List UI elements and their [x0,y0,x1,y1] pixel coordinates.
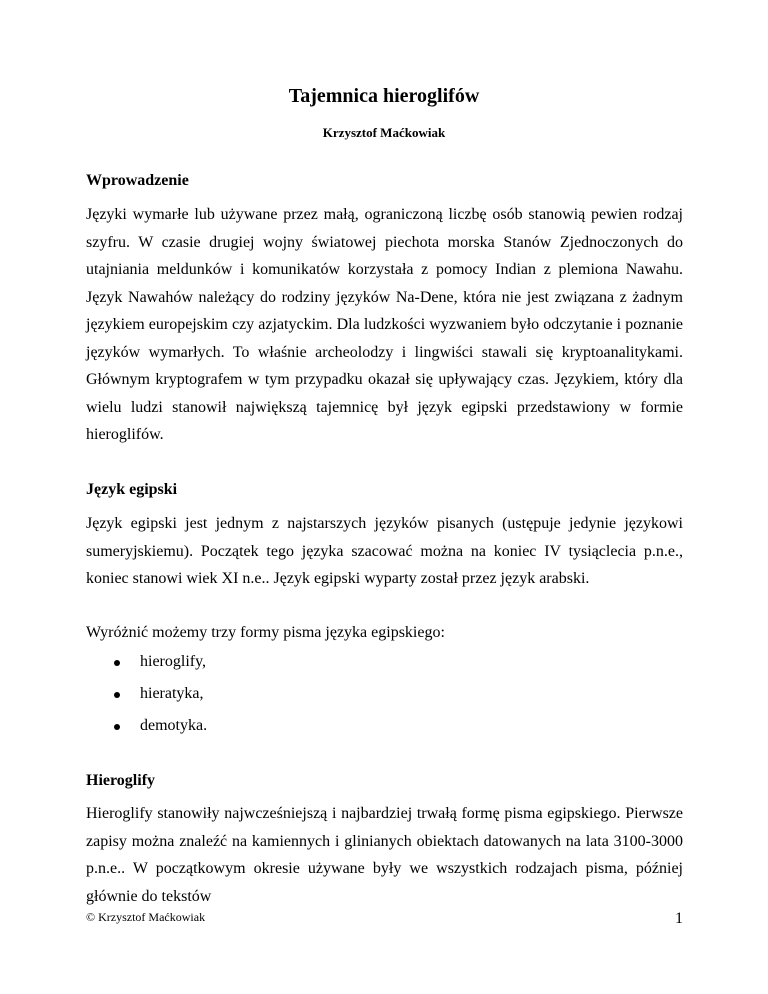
section-heading-egyptian-language: Język egipski [86,481,178,498]
list-item [86,716,646,748]
list-intro: Wyróżnić możemy trzy formy pisma języka egipskiego: [86,624,445,641]
section-paragraph-introduction: Języki wymarłe lub używane przez małą, ograniczoną liczbę osób stanowią pewien rodzaj szyfru. W czasie drugiej wojny światowej piechota morska Stanów Zjednoczonych do utajniania meldunków i komunikatów korzystała z pomocy Indian z plemiona Nawahu. Język Nawahów należący do rodziny języków Na-Dene, która nie jest związana z żadnym językiem europejskim czy azjatyckim. Dla ludzkości wyzwaniem było odczytanie i poznanie języków wymarłych. To właśnie archeolodzy i lingwiści stawali się kryptoanalitykami. Głównym kryptografem w tym przypadku okazał się upływający czas. Językiem, który dla wielu ludzi stanowił największą tajemnicę był język egipski przedstawiony w formie hieroglifów. [86,206,683,443]
section-paragraph-hieroglyphs: Hieroglify stanowiły najwcześniejszą i najbardziej trwałą formę pisma egipskiego. Pierwsze zapisy można znaleźć na kamiennych i glinianych obiektach datowanych na lata 3100-3000 p.n.e.. W początkowym okresie używane były we wszystkich rodzajach pisma, później głównie do tekstów [86,805,683,905]
footer-copyright: © Krzysztof Maćkowiak [86,910,206,924]
list-item [86,652,646,684]
list-item-text: demotyka. [140,717,208,734]
document-author: Krzysztof Maćkowiak [322,125,446,140]
bullet-icon [114,660,120,666]
list-item-text: hieratyka, [140,685,204,702]
writing-forms-list [86,652,646,748]
bullet-icon [114,692,120,698]
list-item-text: hieroglify, [140,653,207,670]
list-item [86,684,646,716]
bullet-icon [114,724,120,730]
section-paragraph-egyptian-language: Język egipski jest jednym z najstarszych języków pisanych (ustępuje jedynie językowi sumeryjskiemu). Początek tego języka szacować można na koniec IV tysiąclecia p.n.e., koniec stanowi wiek XI n.e.. Język egipski wyparty został przez język arabski. [86,515,683,587]
document-title: Tajemnica hieroglifów [288,85,480,107]
page-number: 1 [675,910,683,927]
section-heading-hieroglyphs: Hieroglify [86,772,156,789]
section-heading-introduction: Wprowadzenie [86,172,189,189]
